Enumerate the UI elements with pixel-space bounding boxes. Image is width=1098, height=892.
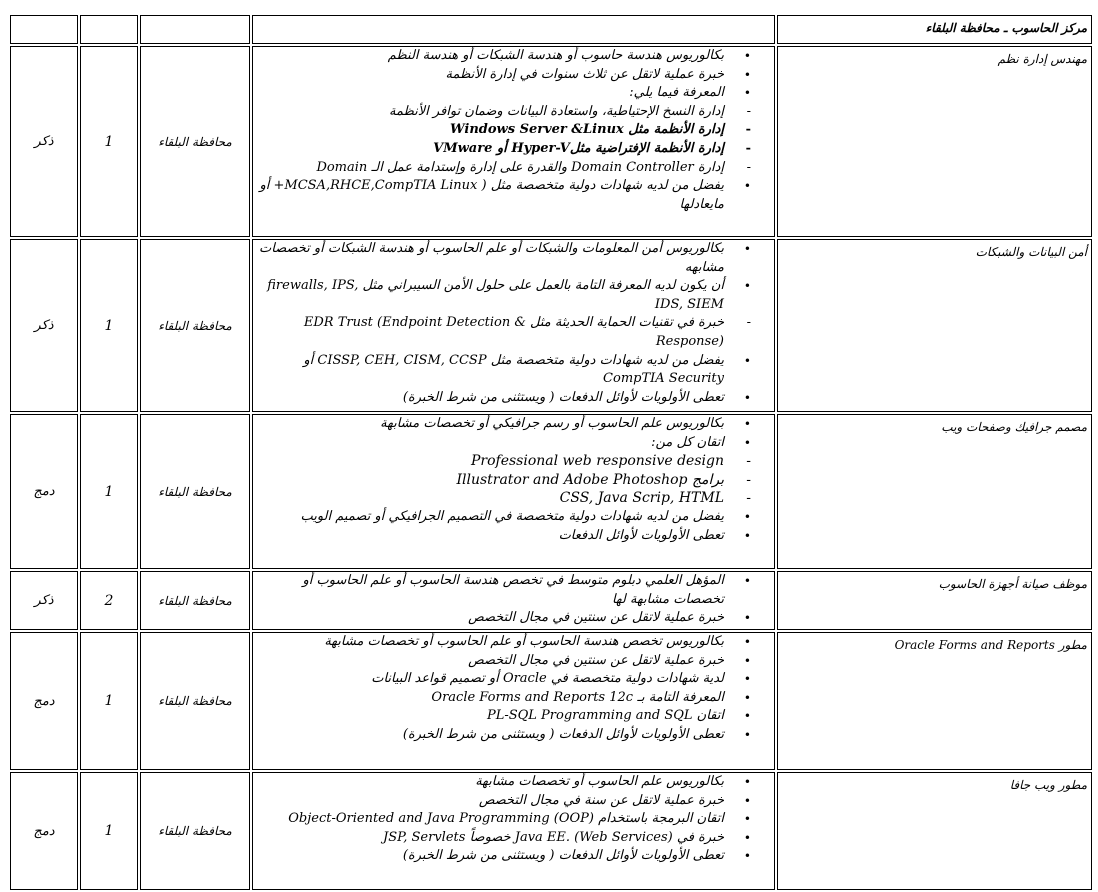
region-cell: محافظة البلقاء — [140, 46, 250, 237]
list-item: - Professional web responsive design — [259, 452, 724, 471]
list-item: • تعطى الأولويات لأوائل الدفعات ( ويستثنى من شرط الخبرة) — [259, 389, 724, 408]
table-row — [10, 772, 1092, 890]
job-title-cell: مطور Oracle Forms and Reports — [777, 632, 1092, 770]
list-item: • تعطى الأولويات لأوائل الدفعات — [259, 527, 724, 546]
list-item: • المعرفة التامة بـ Oracle Forms and Reports 12c — [259, 689, 724, 708]
list-item: • تعطى الأولويات لأوائل الدفعات ( ويستثنى من شرط الخبرة) — [259, 847, 724, 866]
list-item: • يفضل من لديه شهادات دولية متخصصة مثل CISSP, CEH, CISM, CCSP أو CompTIA Security — [259, 352, 724, 389]
gender-cell: دمج — [10, 632, 78, 770]
list-item: - إدارة الأنظمة الإفتراضية مثلHyper-V أو VMware — [259, 140, 724, 159]
header-title-cell: مركز الحاسوب ـ محافظة البلقاء — [777, 15, 1092, 44]
gender-cell: دمج — [10, 414, 78, 569]
count-cell: 1 — [80, 414, 138, 569]
requirements-cell — [252, 632, 775, 770]
list-item: • اتقان PL-SQL Programming and SQL — [259, 707, 724, 726]
list-item: - إدارة الأنظمة مثل Windows Server &Linux — [259, 121, 724, 140]
table-row — [10, 571, 1092, 630]
requirements-cell — [252, 571, 775, 630]
region-cell: محافظة البلقاء — [140, 239, 250, 412]
count-cell: 1 — [80, 772, 138, 890]
list-item: • اتقان البرمجة باستخدام Object-Oriented and Java Programming (OOP) — [259, 810, 724, 829]
list-item: • بكالوريوس هندسة حاسوب أو هندسة الشبكات أو هندسة النظم — [259, 47, 724, 66]
region-cell: محافظة البلقاء — [140, 772, 250, 890]
list-item: • أن يكون لديه المعرفة التامة بالعمل على حلول الأمن السيبراني مثل firewalls, IPS, IDS, SIEM — [259, 277, 724, 314]
list-item: • يفضل من لديه شهادات دولية متخصصة في التصميم الجرافيكي أو تصميم الويب — [259, 508, 724, 527]
gender-cell: ذكر — [10, 571, 78, 630]
list-item: • يفضل من لديه شهادات دولية متخصصة مثل ( MCSA,RHCE,CompTIA Linux+ أو مايعادلها — [259, 177, 724, 214]
count-cell: 2 — [80, 571, 138, 630]
list-item: • اتقان كل من: — [259, 434, 724, 453]
requirements-list — [259, 47, 724, 214]
requirements-list — [259, 240, 724, 407]
gender-cell: ذكر — [10, 46, 78, 237]
table-row — [10, 46, 1092, 237]
table-row — [10, 632, 1092, 770]
requirements-cell — [252, 414, 775, 569]
list-item: • بكالوريوس علم الحاسوب أو تخصصات مشابهة — [259, 773, 724, 792]
list-item: • لدية شهادات دولية متخصصة في Oracle أو تصميم قواعد البيانات — [259, 670, 724, 689]
list-item: • المعرفة فيما يلي: — [259, 84, 724, 103]
table-row — [10, 414, 1092, 569]
gender-cell: دمج — [10, 772, 78, 890]
requirements-list — [259, 415, 724, 545]
header-region-cell — [140, 15, 250, 44]
list-item: • خبرة عملية لاتقل عن ثلاث سنوات في إدارة الأنظمة — [259, 66, 724, 85]
list-item: • خبرة عملية لاتقل عن سنتين في مجال التخصص — [259, 652, 724, 671]
list-item: • خبرة عملية لاتقل عن سنتين في مجال التخصص — [259, 609, 724, 628]
list-item: - إدارة Domain Controller والقدرة على إدارة وإستدامة عمل الـ Domain — [259, 159, 724, 178]
requirements-cell — [252, 239, 775, 412]
job-title-cell: مصمم جرافيك وصفحات ويب — [777, 414, 1092, 569]
list-item: • بكالوريوس علم الحاسوب أو رسم جرافيكي أو تخصصات مشابهة — [259, 415, 724, 434]
table-row — [10, 239, 1092, 412]
requirements-cell — [252, 46, 775, 237]
requirements-list — [259, 572, 724, 628]
requirements-cell — [252, 772, 775, 890]
requirements-list — [259, 773, 724, 866]
header-count-cell — [80, 15, 138, 44]
list-item: • خبرة عملية لاتقل عن سنة في مجال التخصص — [259, 792, 724, 811]
requirements-list — [259, 633, 724, 745]
job-title-cell: مهندس إدارة نظم — [777, 46, 1092, 237]
job-title-cell: مطور ويب جافا — [777, 772, 1092, 890]
list-item: - خبرة في تقنيات الحماية الحديثة مثل EDR Trust (Endpoint Detection & Response) — [259, 314, 724, 351]
region-cell: محافظة البلقاء — [140, 414, 250, 569]
header-gender-cell — [10, 15, 78, 44]
region-cell: محافظة البلقاء — [140, 571, 250, 630]
count-cell: 1 — [80, 239, 138, 412]
count-cell: 1 — [80, 632, 138, 770]
region-cell: محافظة البلقاء — [140, 632, 250, 770]
header-requirements-cell — [252, 15, 775, 44]
list-item: • تعطى الأولويات لأوائل الدفعات ( ويستثنى من شرط الخبرة) — [259, 726, 724, 745]
gender-cell: ذكر — [10, 239, 78, 412]
list-item: • المؤهل العلمي دبلوم متوسط في تخصص هندسة الحاسوب أو علم الحاسوب أو تخصصات مشابهة لها — [259, 572, 724, 609]
list-item: - برامج Illustrator and Adobe Photoshop — [259, 471, 724, 490]
list-item: • بكالوريوس أمن المعلومات والشبكات أو علم الحاسوب أو هندسة الشبكات أو تخصصات مشابهه — [259, 240, 724, 277]
table-header-row — [10, 15, 1092, 44]
list-item: • بكالوريوس تخصص هندسة الحاسوب أو علم الحاسوب أو تخصصات مشابهة — [259, 633, 724, 652]
job-title-cell: أمن البيانات والشبكات — [777, 239, 1092, 412]
job-title-cell: موظف صيانة أجهزة الحاسوب — [777, 571, 1092, 630]
list-item: - إدارة النسخ الإحتياطية، واستعادة البيانات وضمان توافر الأنظمة — [259, 103, 724, 122]
list-item: • خبرة في Java EE. (Web Services) خصوصاً JSP, Servlets — [259, 829, 724, 848]
list-item: - CSS, Java Scrip, HTML — [259, 489, 724, 508]
count-cell: 1 — [80, 46, 138, 237]
jobs-table — [8, 13, 1094, 892]
